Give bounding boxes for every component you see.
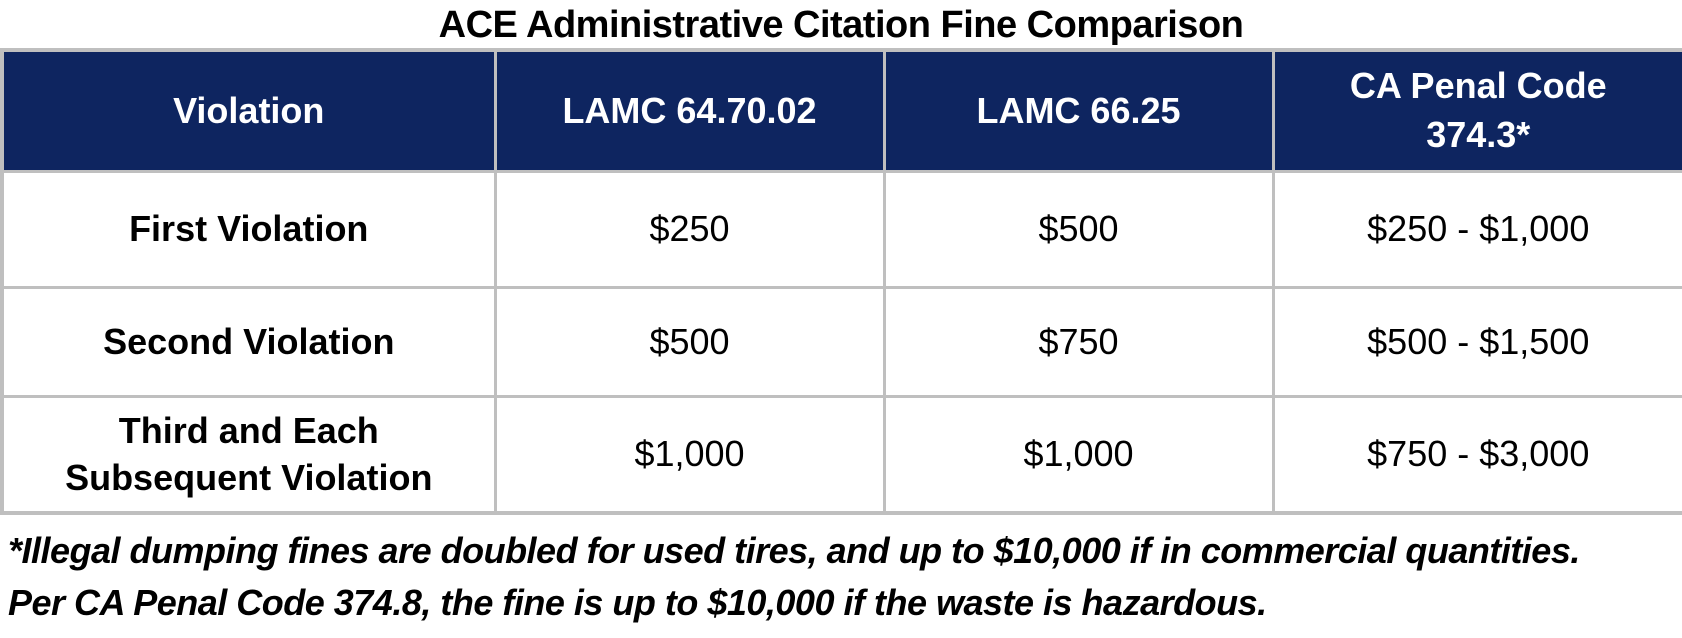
column-header-lamc-66-25: LAMC 66.25 xyxy=(884,50,1273,172)
fine-value-third-ca-penal: $750 - $3,000 xyxy=(1273,397,1682,514)
violation-label-first: First Violation xyxy=(2,172,495,288)
footnote-line-2: Per CA Penal Code 374.8, the fine is up to $10,000 if the waste is hazardous. xyxy=(8,582,1267,623)
footnote xyxy=(0,515,1682,629)
column-header-lamc-64-70-02: LAMC 64.70.02 xyxy=(495,50,884,172)
header-row xyxy=(2,50,1682,172)
fine-value-second-lamc-66-25: $750 xyxy=(884,288,1273,397)
fine-comparison-table xyxy=(0,48,1682,515)
violation-label-second: Second Violation xyxy=(2,288,495,397)
footnote-line-1: *Illegal dumping fines are doubled for used tires, and up to $10,000 if in commercial quantities. xyxy=(8,530,1580,571)
page-title: ACE Administrative Citation Fine Comparison xyxy=(438,4,1244,46)
fine-value-first-lamc-64-70-02: $250 xyxy=(495,172,884,288)
table-row-second-violation xyxy=(2,288,1682,397)
table-row-first-violation xyxy=(2,172,1682,288)
fine-value-second-lamc-64-70-02: $500 xyxy=(495,288,884,397)
column-header-ca-penal-code-374-3: CA Penal Code 374.3* xyxy=(1273,50,1682,172)
fine-value-first-lamc-66-25: $500 xyxy=(884,172,1273,288)
fine-value-third-lamc-64-70-02: $1,000 xyxy=(495,397,884,514)
fine-value-first-ca-penal: $250 - $1,000 xyxy=(1273,172,1682,288)
column-header-violation: Violation xyxy=(2,50,495,172)
fine-value-second-ca-penal: $500 - $1,500 xyxy=(1273,288,1682,397)
table-row-third-violation xyxy=(2,397,1682,514)
fine-value-third-lamc-66-25: $1,000 xyxy=(884,397,1273,514)
violation-label-third: Third and Each Subsequent Violation xyxy=(2,397,495,514)
